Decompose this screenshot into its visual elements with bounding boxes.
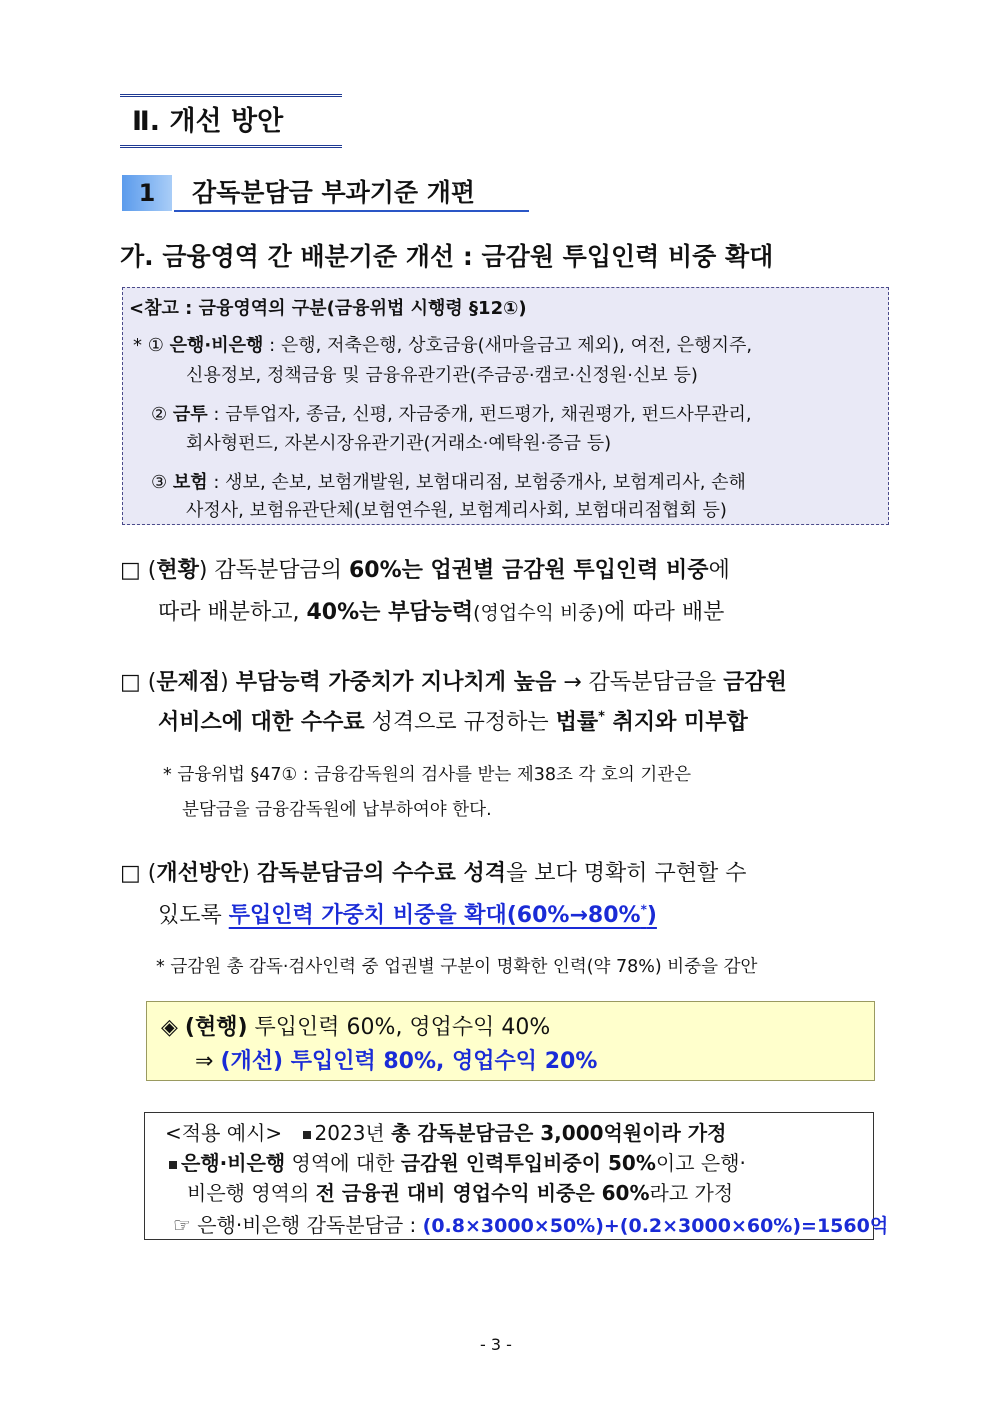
improve-para-line1 — [120, 856, 747, 887]
reference-item-3 — [151, 468, 746, 494]
problem-tag: 문제점 — [156, 670, 221, 695]
reference-item-label: 보험 — [172, 472, 208, 493]
text: 영역에 대한 — [285, 1151, 401, 1175]
problem-para-line1 — [120, 665, 787, 696]
formula: (0.8×3000×50%)+(0.2×3000×60%)=1560억 — [422, 1215, 889, 1237]
problem-note-line1: * 금융위법 §47① : 금융감독원의 검사를 받는 제38조 각 호의 기관은 — [163, 765, 692, 785]
text: 있도록 — [158, 903, 229, 928]
improve-para-line2 — [158, 898, 657, 929]
reference-item-marker: ③ — [151, 472, 168, 493]
emphasis: 은행·비은행 — [181, 1151, 286, 1175]
emphasis: (개선) 투입인력 80%, 영업수익 20% — [220, 1049, 598, 1074]
text: ) 감독분담금의 — [198, 558, 349, 583]
example-line3 — [187, 1177, 733, 1206]
subsection-number: 1 — [122, 175, 172, 211]
footnote-mark: * — [598, 709, 605, 725]
problem-para-line2 — [158, 705, 748, 736]
bullet-square-icon — [169, 1161, 177, 1169]
reference-item-text: : 생보, 손보, 보험개발원, 보험대리점, 보험중개사, 보험계리사, 손해 — [207, 472, 746, 493]
current-tag: 현황 — [156, 558, 199, 583]
text: 에 — [708, 558, 730, 583]
reference-item-marker: ② — [151, 404, 168, 425]
footnote-mark: * — [640, 902, 647, 917]
arrow-icon: ⇒ — [195, 1049, 221, 1074]
emphasis: 법률 — [555, 710, 599, 735]
text: ) — [241, 861, 257, 886]
text: 을 보다 명확히 구현할 수 — [506, 861, 747, 886]
text: 이고 은행· — [655, 1151, 746, 1175]
reference-item-text: : 은행, 저축은행, 상호금융(새마을금고 제외), 여전, 은행지주, — [263, 335, 753, 356]
emphasis: 40%는 부담능력 — [306, 600, 474, 625]
text: 투입인력 60%, 영업수익 40% — [247, 1015, 551, 1040]
text: 성격으로 규정하는 — [364, 710, 556, 735]
emphasis: 취지와 미부합 — [604, 710, 748, 735]
text: ☞ 은행·비은행 감독분담금 : — [173, 1213, 423, 1237]
text: (영업수익 비중) — [473, 602, 605, 624]
subsection-underline — [174, 210, 529, 212]
reference-item-2 — [151, 400, 752, 426]
emphasis: 금감원 — [723, 670, 787, 695]
current-para-line1 — [120, 553, 730, 584]
heading-ga: 가. 금융영역 간 배분기준 개선 : 금감원 투입인력 비중 확대 — [120, 242, 774, 271]
improve-note: * 금감원 총 감독·검사인력 중 업권별 구분이 명확한 인력(약 78%) 비중을 감안 — [156, 957, 758, 977]
emphasis: 60%는 업권별 금감원 투입인력 비중 — [348, 558, 709, 583]
reference-item-2-cont: 회사형펀드, 자본시장유관기관(거래소·예탁원·증금 등) — [186, 433, 612, 454]
example-box — [144, 1112, 889, 1240]
text: 2023년 — [314, 1121, 392, 1145]
emphasis: (현행) — [184, 1015, 248, 1040]
summary-line2 — [195, 1044, 597, 1075]
emphasis: 부담능력 가중치가 지나치게 높음 — [235, 670, 557, 695]
reference-item-label: 은행·비은행 — [169, 335, 264, 356]
text: 따라 배분하고, — [158, 600, 307, 625]
reference-item-1-cont: 신용정보, 정책금융 및 금융유관기관(주금공·캠코·신정원·신보 등) — [186, 365, 698, 386]
text: 라고 가정 — [649, 1181, 734, 1205]
page-number: - 3 - — [480, 1335, 512, 1354]
diamond-icon: ◈ — [161, 1015, 185, 1040]
text: 투입인력 가중치 비중을 확대(60%→80% — [228, 903, 641, 928]
bullet-box: □ ( — [120, 558, 157, 583]
example-line2 — [169, 1147, 746, 1176]
reference-item-label: 금투 — [172, 404, 208, 425]
section-title: Ⅱ. 개선 방안 — [120, 94, 342, 148]
emphasis: 서비스에 대한 수수료 — [158, 710, 365, 735]
emphasis: 전 금융권 대비 영업수익 비중은 60% — [315, 1181, 650, 1205]
problem-note-line2: 분담금을 금융감독원에 납부하여야 한다. — [182, 800, 492, 820]
emphasis: 금감원 인력투입비중이 50% — [400, 1151, 656, 1175]
reference-title: <참고 : 금융영역의 구분(금융위법 시행령 §12①) — [129, 298, 527, 319]
emphasis: 감독분담금의 수수료 성격 — [256, 861, 507, 886]
reference-item-marker: * ① — [133, 335, 164, 356]
improve-tag: 개선방안 — [156, 861, 242, 886]
improve-highlight — [229, 903, 657, 928]
summary-box — [146, 1001, 875, 1081]
example-line4 — [173, 1209, 888, 1238]
summary-line1 — [161, 1010, 550, 1041]
text: ) — [646, 903, 657, 928]
subsection-title: 감독분담금 부과기준 개편 — [192, 178, 476, 207]
bullet-box: □ ( — [120, 861, 157, 886]
bullet-square-icon — [303, 1131, 311, 1139]
reference-box — [122, 287, 889, 525]
text: <적용 예시> — [165, 1121, 283, 1145]
current-para-line2 — [158, 595, 724, 626]
emphasis: 총 감독분담금은 3,000억원이라 가정 — [391, 1121, 727, 1145]
example-line1 — [165, 1117, 726, 1146]
text: → 감독분담금을 — [556, 670, 724, 695]
reference-item-text: : 금투업자, 종금, 신평, 자금중개, 펀드평가, 채권평가, 펀드사무관리, — [207, 404, 752, 425]
reference-item-3-cont: 사정사, 보험유관단체(보험연수원, 보험계리사회, 보험대리점협회 등) — [186, 500, 727, 521]
bullet-box: □ ( — [120, 670, 157, 695]
text: 에 따라 배분 — [604, 600, 725, 625]
text: 비은행 영역의 — [187, 1181, 316, 1205]
reference-item-1 — [133, 331, 752, 357]
text: ) — [220, 670, 236, 695]
